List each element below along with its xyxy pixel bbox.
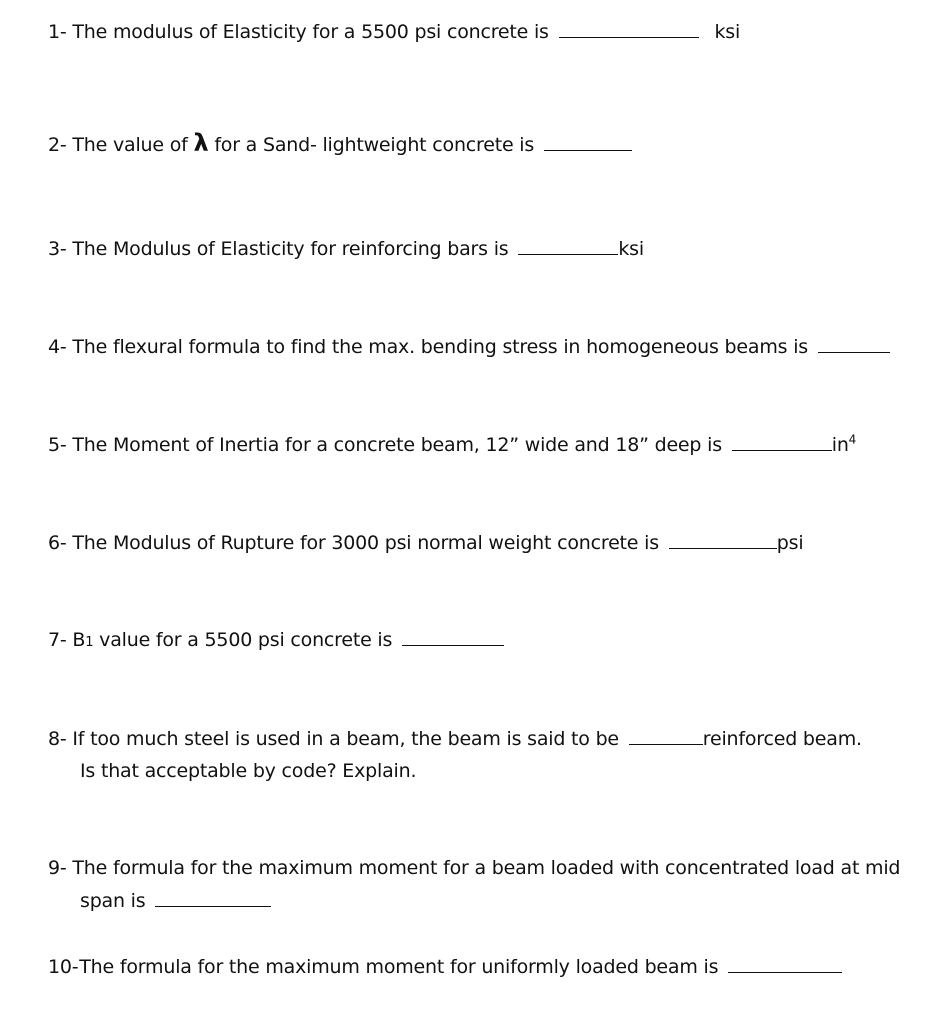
question-number: 9- [48, 857, 67, 879]
question-1 [48, 16, 740, 48]
question-number: 10- [48, 956, 79, 978]
answer-unit: reinforced beam. [702, 728, 862, 750]
answer-blank[interactable] [518, 236, 618, 255]
beta-subscript: 1 [85, 635, 94, 650]
question-7 [48, 624, 506, 659]
question-6 [48, 527, 803, 559]
question-text: The flexural formula to find the max. bending stress in homogeneous beams is [72, 336, 808, 358]
question-number: 7- [48, 629, 67, 651]
question-10 [48, 951, 844, 983]
question-5 [48, 429, 856, 461]
question-8 [48, 723, 862, 755]
question-text-continued: span is [80, 890, 146, 912]
question-text-after: for a Sand- lightweight concrete is [214, 134, 535, 156]
answer-blank[interactable] [155, 888, 271, 907]
question-number: 4- [48, 336, 67, 358]
question-number: 6- [48, 532, 67, 554]
answer-unit: in [831, 434, 849, 456]
answer-unit: ksi [618, 238, 644, 260]
question-3 [48, 233, 644, 265]
answer-unit-exponent: 4 [848, 432, 857, 447]
question-text-before: The value of [72, 134, 188, 156]
question-text: The Modulus of Rupture for 3000 psi normal weight concrete is [72, 532, 659, 554]
question-number: 2- [48, 134, 67, 156]
answer-unit: psi [776, 532, 804, 554]
question-number: 1- [48, 21, 67, 43]
question-text: The modulus of Elasticity for a 5500 psi concrete is [72, 21, 549, 43]
question-text: The Modulus of Elasticity for reinforcing bars is [72, 238, 509, 260]
answer-blank[interactable] [818, 334, 890, 353]
question-9-line-2 [80, 885, 273, 917]
answer-blank[interactable] [402, 627, 504, 646]
answer-blank[interactable] [669, 530, 777, 549]
question-number: 3- [48, 238, 67, 260]
question-9 [48, 852, 900, 884]
question-8-line-2: Is that acceptable by code? Explain. [80, 760, 417, 782]
question-2 [48, 129, 634, 161]
answer-unit: ksi [714, 21, 741, 43]
answer-blank[interactable] [544, 132, 632, 151]
question-text: value for a 5500 psi concrete is [99, 629, 393, 651]
answer-blank[interactable] [732, 432, 832, 451]
beta-symbol: B [72, 629, 86, 651]
question-text: The formula for the maximum moment for uniformly loaded beam is [79, 956, 719, 978]
answer-blank[interactable] [728, 954, 842, 973]
question-text: If too much steel is used in a beam, the beam is said to be [72, 728, 619, 750]
lambda-symbol: λ [193, 129, 209, 157]
question-number: 8- [48, 728, 67, 750]
question-4 [48, 331, 892, 363]
answer-blank[interactable] [629, 726, 703, 745]
answer-blank[interactable] [559, 19, 699, 38]
question-text: The formula for the maximum moment for a beam loaded with concentrated load at mid [72, 857, 901, 879]
question-text: The Moment of Inertia for a concrete beam, 12” wide and 18” deep is [72, 434, 722, 456]
question-number: 5- [48, 434, 67, 456]
